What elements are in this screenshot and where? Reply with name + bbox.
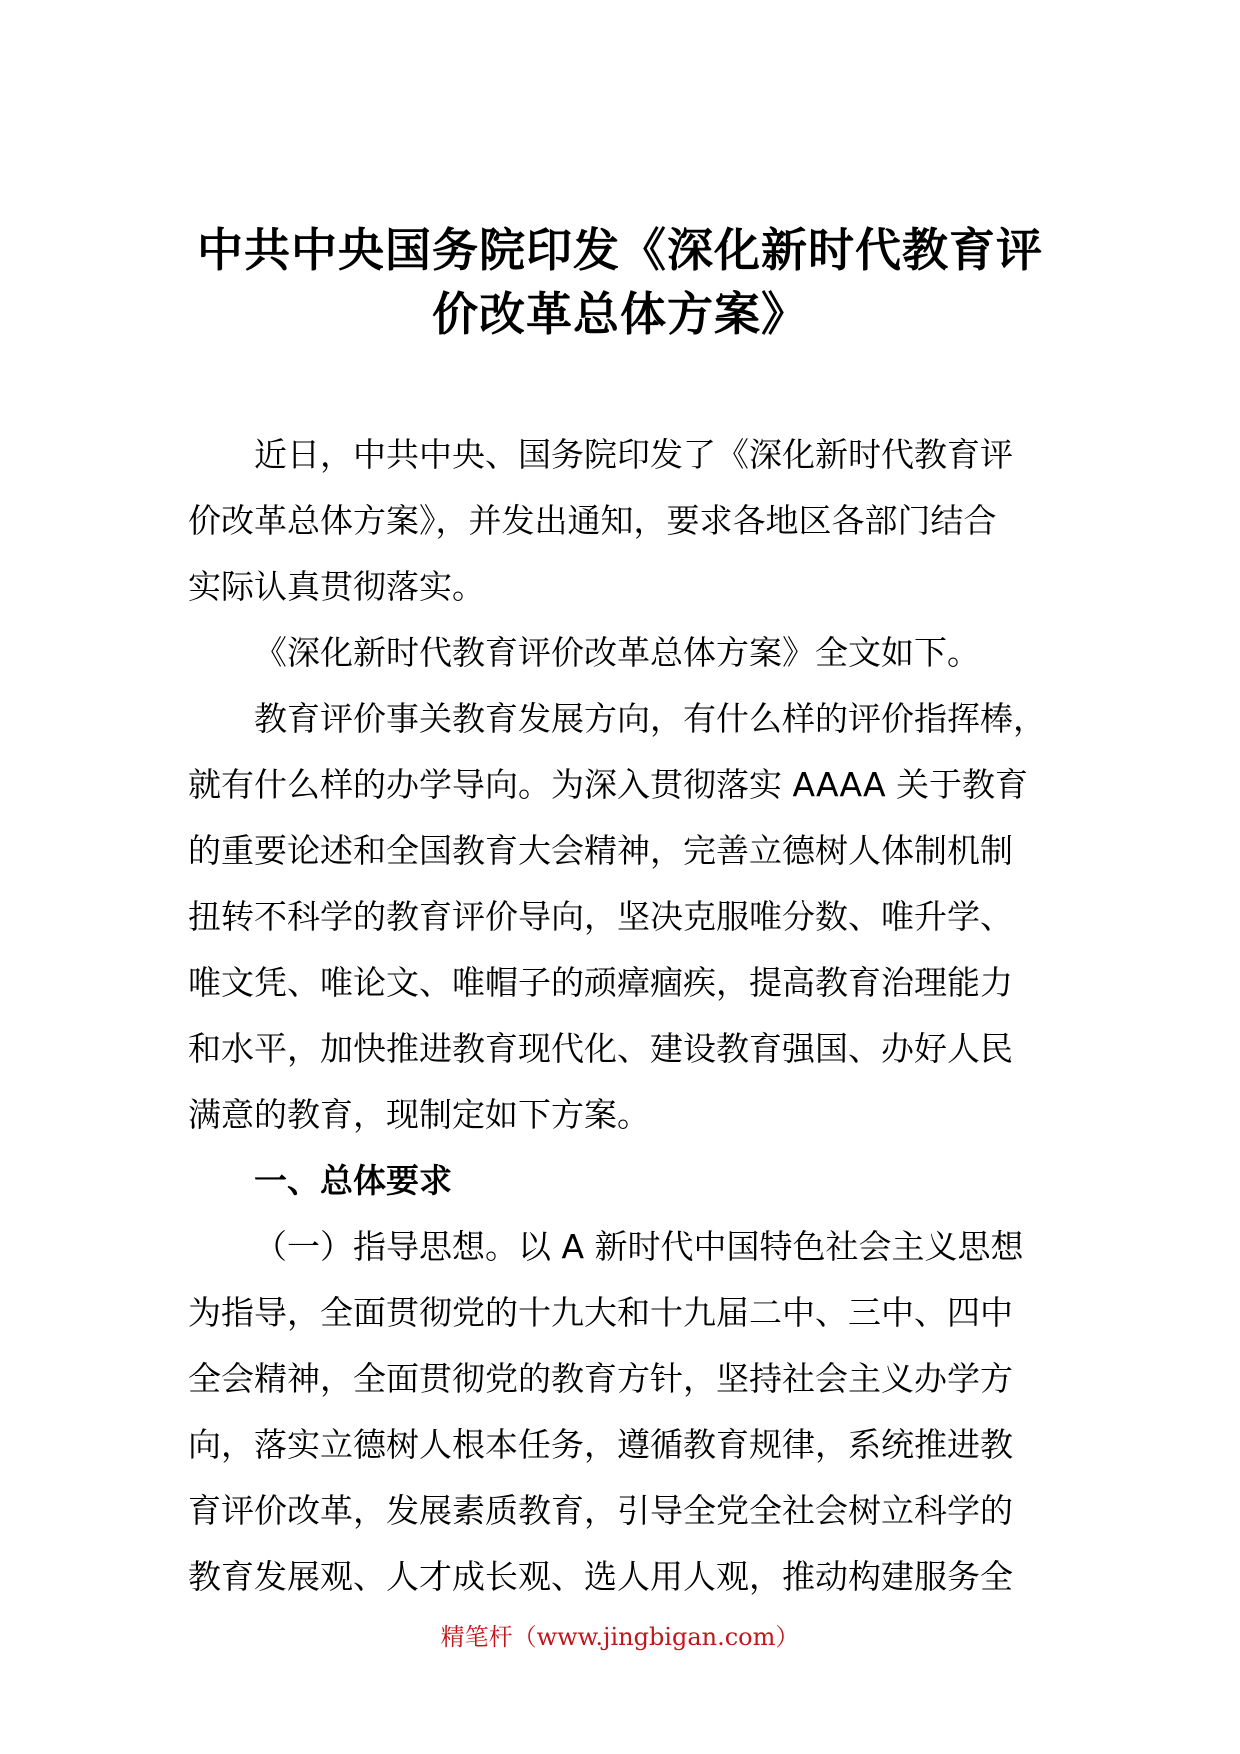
body-text-line: 为指导，全面贯彻党的十九大和十九届二中、三中、四中 bbox=[188, 1293, 1013, 1332]
body-text-line: 扭转不科学的教育评价导向，坚决克服唯分数、唯升学、 bbox=[188, 897, 1013, 936]
body-text-line: 育评价改革，发展素质教育，引导全党全社会树立科学的 bbox=[188, 1491, 1013, 1530]
body-text-line: 满意的教育，现制定如下方案。 bbox=[188, 1095, 650, 1134]
body-text-line: 近日，中共中央、国务院印发了《深化新时代教育评 bbox=[254, 435, 1013, 474]
body-text-line: 和水平，加快推进教育现代化、建设教育强国、办好人民 bbox=[188, 1029, 1013, 1068]
body-text-line: 全会精神，全面贯彻党的教育方针，坚持社会主义办学方 bbox=[188, 1359, 1013, 1398]
body-text-line: 实际认真贯彻落实。 bbox=[188, 567, 485, 606]
body-text-line: 教育评价事关教育发展方向，有什么样的评价指挥棒， bbox=[254, 699, 1046, 738]
body-text-line: 的重要论述和全国教育大会精神，完善立德树人体制机制 bbox=[188, 831, 1013, 870]
body-text-line: 就有什么样的办学导向。为深入贯彻落实 AAAA 关于教育 bbox=[188, 765, 1029, 804]
title-line-1: 中共中央国务院印发《深化新时代教育评 bbox=[197, 223, 1043, 277]
body-text-line: （一）指导思想。以 A 新时代中国特色社会主义思想 bbox=[254, 1227, 1024, 1266]
body-text-line: 唯文凭、唯论文、唯帽子的顽瘴痼疾，提高教育治理能力 bbox=[188, 963, 1013, 1002]
body-text-line: 《深化新时代教育评价改革总体方案》全文如下。 bbox=[254, 633, 980, 672]
document-title bbox=[170, 218, 1070, 346]
document-body bbox=[188, 422, 1058, 1610]
title-line-2: 价改革总体方案》 bbox=[432, 287, 808, 341]
section-heading: 一、总体要求 bbox=[254, 1161, 452, 1200]
body-text-line: 价改革总体方案》，并发出通知，要求各地区各部门结合 bbox=[188, 501, 997, 540]
footer-watermark: 精笔杆（www.jingbigan.com） bbox=[440, 1623, 800, 1651]
body-text-line: 教育发展观、人才成长观、选人用人观，推动构建服务全 bbox=[188, 1557, 1013, 1596]
body-text-line: 向，落实立德树人根本任务，遵循教育规律，系统推进教 bbox=[188, 1425, 1013, 1464]
